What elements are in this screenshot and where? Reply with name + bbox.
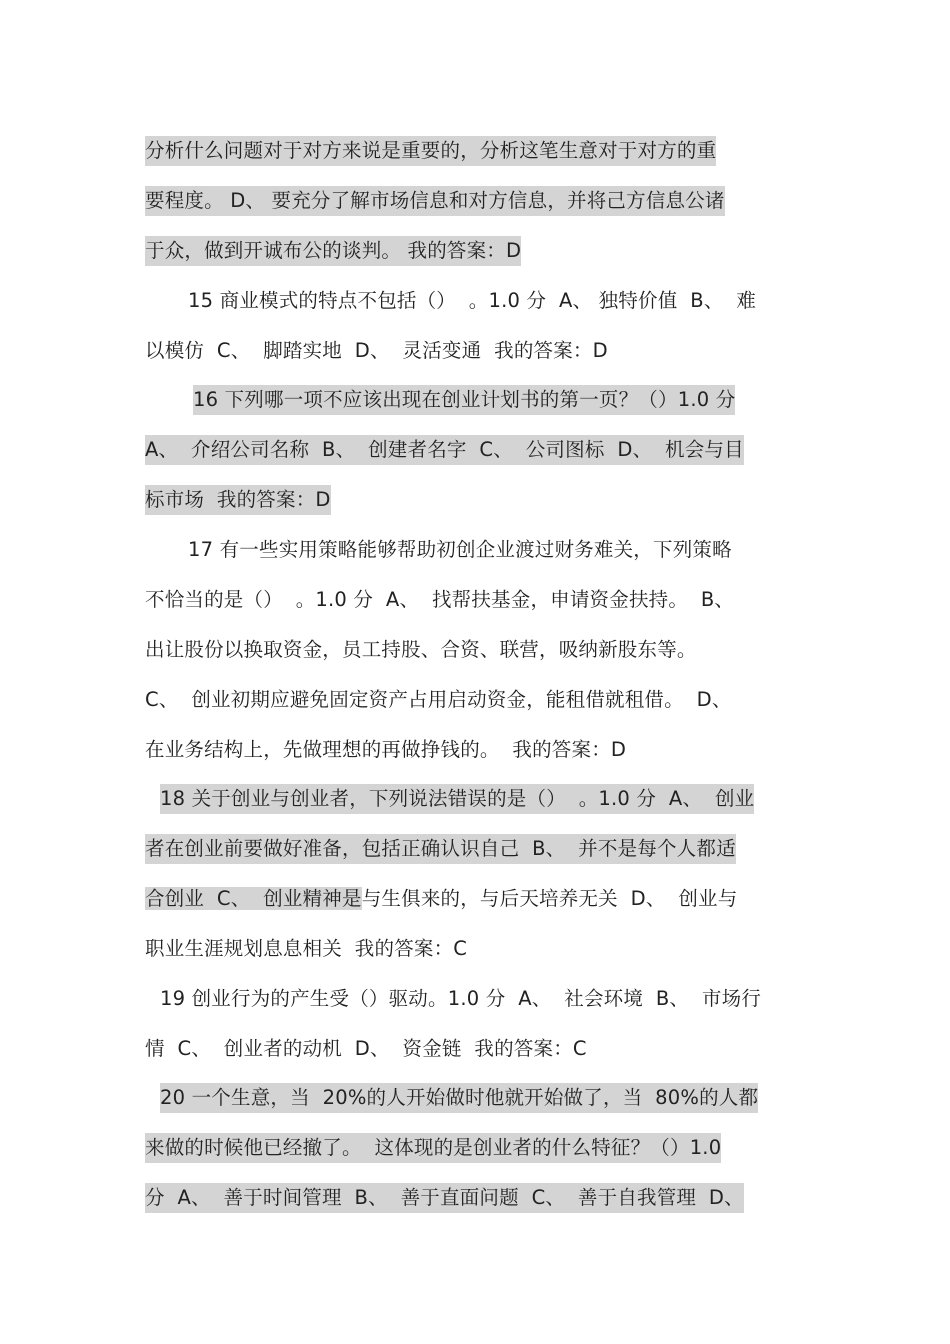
text-line: A、 介绍公司名称 B、 创建者名字 C、 公司图标 D、 机会与目 bbox=[145, 435, 744, 465]
question-18-line: 18 关于创业与创业者，下列说法错误的是（） 。1.0 分 A、 创业 bbox=[160, 784, 754, 814]
highlighted-fragment: 合创业 C、 创业精神是 bbox=[145, 887, 362, 910]
text-line: 职业生涯规划息息相关 我的答案：C bbox=[145, 937, 468, 960]
plain-fragment: 与生俱来的，与后天培养无关 D、 创业与 bbox=[361, 887, 738, 910]
text-line: 以模仿 C、 脚踏实地 D、 灵活变通 我的答案：D bbox=[145, 339, 608, 362]
text-line: 来做的时候他已经撤了。 这体现的是创业者的什么特征？（）1.0 bbox=[145, 1133, 721, 1163]
question-15-line: 15 商业模式的特点不包括（） 。1.0 分 A、 独特价值 B、 难 bbox=[188, 289, 757, 312]
text-line: 情 C、 创业者的动机 D、 资金链 我的答案：C bbox=[145, 1037, 587, 1060]
text-line bbox=[145, 884, 737, 914]
text-line: 者在创业前要做好准备，包括正确认识自己 B、 并不是每个人都适 bbox=[145, 834, 736, 864]
text-line: 分 A、 善于时间管理 B、 善于直面问题 C、 善于自我管理 D、 bbox=[145, 1183, 744, 1213]
text-line: 在业务结构上，先做理想的再做挣钱的。 我的答案：D bbox=[145, 738, 627, 761]
text-line: 出让股份以换取资金，员工持股、合资、联营，吸纳新股东等。 bbox=[145, 638, 697, 661]
question-19-line: 19 创业行为的产生受（）驱动。1.0 分 A、 社会环境 B、 市场行 bbox=[160, 987, 762, 1010]
text-line: 要程度。 D、 要充分了解市场信息和对方信息，并将己方信息公诸 bbox=[145, 186, 725, 216]
question-20-line: 20 一个生意，当 20%的人开始做时他就开始做了，当 80%的人都 bbox=[160, 1083, 758, 1113]
text-line: 于众，做到开诚布公的谈判。 我的答案：D bbox=[145, 236, 521, 266]
text-line: C、 创业初期应避免固定资产占用启动资金，能租借就租借。 D、 bbox=[145, 688, 732, 711]
text-line: 标市场 我的答案：D bbox=[145, 485, 331, 515]
text-line: 分析什么问题对于对方来说是重要的，分析这笔生意对于对方的重 bbox=[145, 136, 716, 166]
question-16-line: 16 下列哪一项不应该出现在创业计划书的第一页？（）1.0 分 bbox=[193, 385, 735, 415]
text-line: 不恰当的是（） 。1.0 分 A、 找帮扶基金，申请资金扶持。 B、 bbox=[145, 588, 735, 611]
question-17-line: 17 有一些实用策略能够帮助初创企业渡过财务难关，下列策略 bbox=[188, 538, 732, 561]
